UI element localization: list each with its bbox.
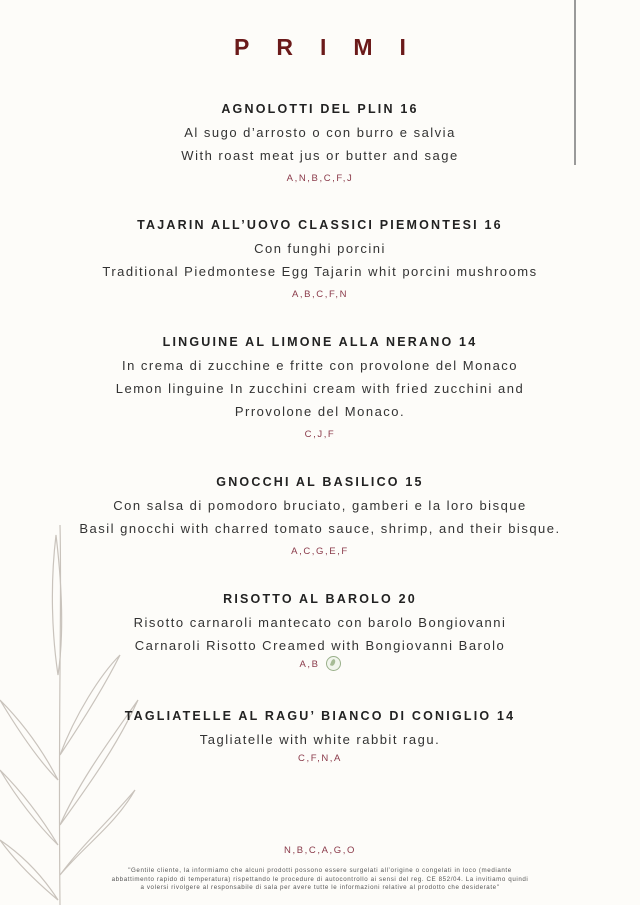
menu-item — [0, 473, 640, 560]
leaf-icon — [326, 656, 341, 671]
footer-allergen-codes: N,B,C,A,G,O — [284, 845, 356, 856]
allergen-codes: A,N,B,C,F,J — [286, 173, 354, 184]
dish-description-en: Tagliatelle with white rabbit ragu. — [199, 732, 441, 747]
dish-name: TAJARIN ALL’UOVO CLASSICI PIEMONTESI 16 — [137, 218, 503, 232]
allergen-codes: A,C,G,E,F — [291, 546, 349, 557]
allergen-codes: C,F,N,A — [298, 753, 342, 764]
dish-description-en-cont: Prrovolone del Monaco. — [234, 404, 406, 419]
menu-item — [0, 100, 640, 187]
dish-description-en: With roast meat jus or butter and sage — [181, 148, 459, 163]
dish-description-it: Con salsa di pomodoro bruciato, gamberi e la loro bisque — [113, 498, 527, 513]
disclaimer-line: abbattimento rapido di temperatura) rispettando le procedure di autocontrollo ai sensi del reg. CE 852/04. La invitiamo quindi — [111, 875, 529, 883]
dish-name: TAGLIATELLE AL RAGU’ BIANCO DI CONIGLIO 14 — [124, 709, 516, 723]
dish-name: GNOCCHI AL BASILICO 15 — [216, 475, 424, 489]
dish-description-it: Con funghi porcini — [254, 241, 386, 256]
disclaimer-line: a volersi rivolgere al responsabile di sala per avere tutte le informazioni relative al prodotto che desiderate" — [140, 884, 500, 891]
allergen-codes: C,J,F — [304, 429, 336, 440]
section-title: PRIMI — [234, 34, 433, 60]
dish-description-it: In crema di zucchine e fritte con provolone del Monaco — [121, 358, 519, 373]
disclaimer-note — [60, 867, 580, 893]
dish-description-en: Basil gnocchi with charred tomato sauce, shrimp, and their bisque. — [79, 521, 561, 536]
allergen-codes-text: A,B — [299, 659, 320, 671]
allergen-codes — [0, 657, 640, 673]
dish-description-it: Al sugo d’arrosto o con burro e salvia — [184, 125, 456, 140]
dish-name: RISOTTO AL BAROLO 20 — [223, 592, 417, 606]
dish-name: LINGUINE AL LIMONE ALLA NERANO 14 — [162, 335, 478, 349]
dish-name: AGNOLOTTI DEL PLIN 16 — [221, 102, 419, 116]
dish-description-en: Traditional Piedmontese Egg Tajarin whit porcini mushrooms — [102, 264, 538, 279]
dish-description-it: Risotto carnaroli mantecato con barolo Bongiovanni — [133, 615, 507, 630]
dish-description-en: Carnaroli Risotto Creamed with Bongiovanni Barolo — [134, 638, 506, 653]
allergen-codes: A,B,C,F,N — [291, 289, 349, 300]
dish-description-en: Lemon linguine In zucchini cream with fried zucchini and — [115, 381, 525, 396]
menu-item — [0, 707, 640, 767]
menu-item — [0, 216, 640, 303]
disclaimer-line: "Gentile cliente, la informiamo che alcuni prodotti possono essere surgelati all’origine o congelati in loco (mediante — [128, 867, 512, 874]
menu-item — [0, 590, 640, 673]
menu-item — [0, 333, 640, 443]
